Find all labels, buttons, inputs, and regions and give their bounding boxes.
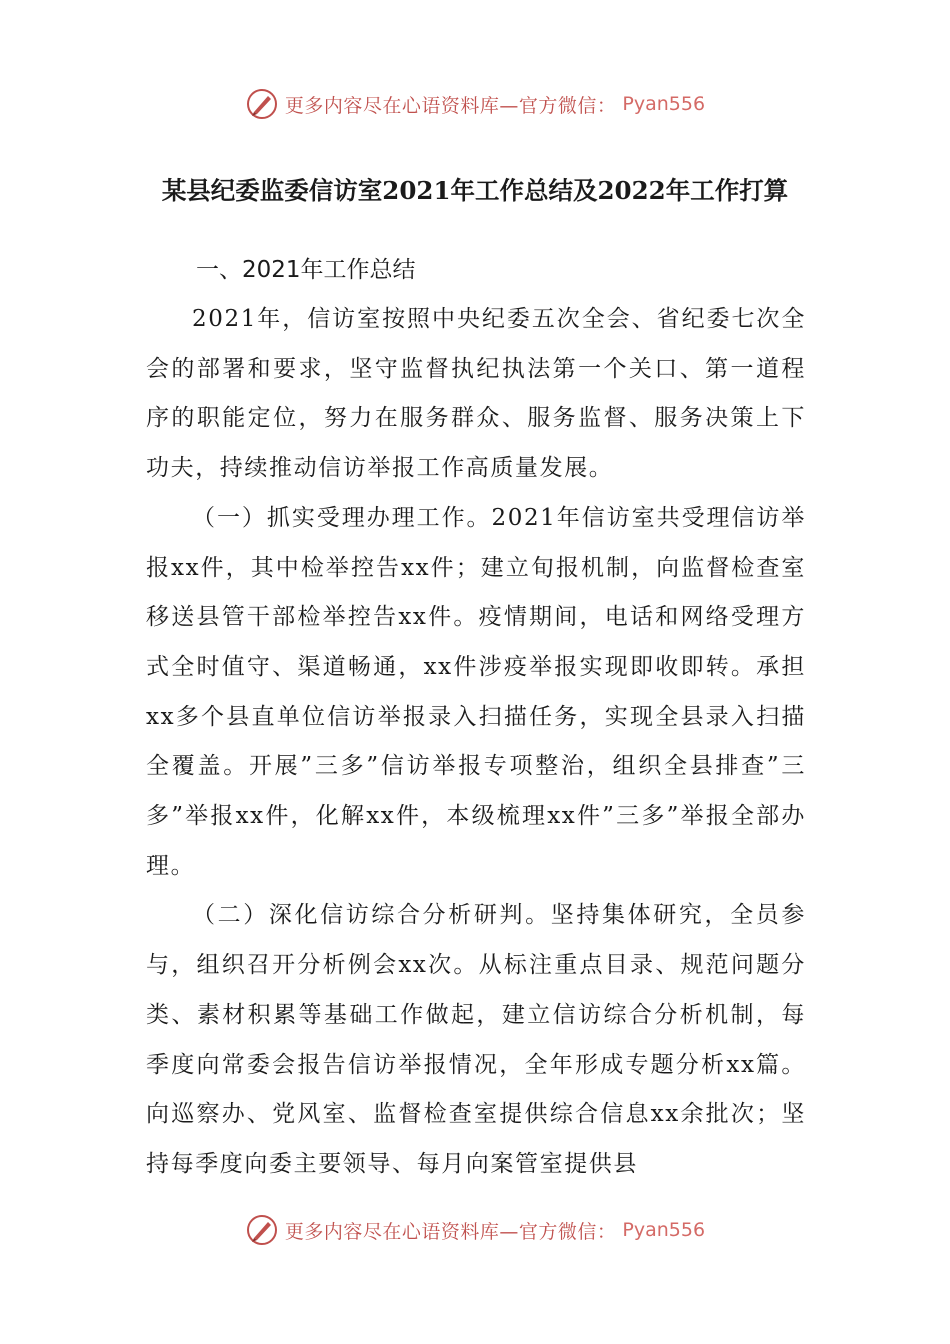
watermark-text: 更多内容尽在心语资料库—官方微信： (284, 94, 617, 117)
paragraph-item-1: （一）抓实受理办理工作。2021年信访室共受理信访举报xx件，其中检举控告xx件；建立旬报机制，向监督检查室移送县管干部检举控告xx件。疫情期间，电话和网络受理方式全时值守、渠道畅通，xx件涉疫举报实现即收即转。承担xx多个县直单位信访举报录入扫描任务，实现全县录入扫描全覆盖。开展”三多”信访举报专项整治，组织全县排查”三多”举报xx件，化解xx件，本级梳理xx件”三多”举报全部办理。 (146, 504, 806, 879)
watermark-text: 更多内容尽在心语资料库—官方微信： (284, 1220, 617, 1243)
paragraph-intro: 2021年，信访室按照中央纪委五次全会、省纪委七次全会的部署和要求，坚守监督执纪执法第一个关口、第一道程序的职能定位，努力在服务群众、服务监督、服务决策上下功夫，持续推动信访举报工作高质量发展。 (146, 306, 806, 482)
section-heading: 一、2021年工作总结 (196, 257, 416, 283)
document-title: 某县纪委监委信访室2021年工作总结及2022年工作打算 (161, 176, 789, 205)
watermark-wechat-id: Pyan556 (622, 93, 706, 115)
watermark-header (0, 84, 950, 124)
watermark-footer (0, 1210, 950, 1250)
paragraph-item-2: （二）深化信访综合分析研判。坚持集体研究，全员参与，组织召开分析例会xx次。从标注重点目录、规范问题分类、素材积累等基础工作做起，建立信访综合分析机制，每季度向常委会报告信访举报情况，全年形成专题分析xx篇。向巡察办、党风室、监督检查室提供综合信息xx余批次；坚持每季度向委主要领导、每月向案管室提供县 (146, 902, 806, 1177)
watermark-wechat-id: Pyan556 (622, 1219, 706, 1241)
pen-logo-icon (245, 1213, 279, 1247)
document-body (146, 245, 806, 1190)
pen-logo-icon (245, 87, 279, 121)
